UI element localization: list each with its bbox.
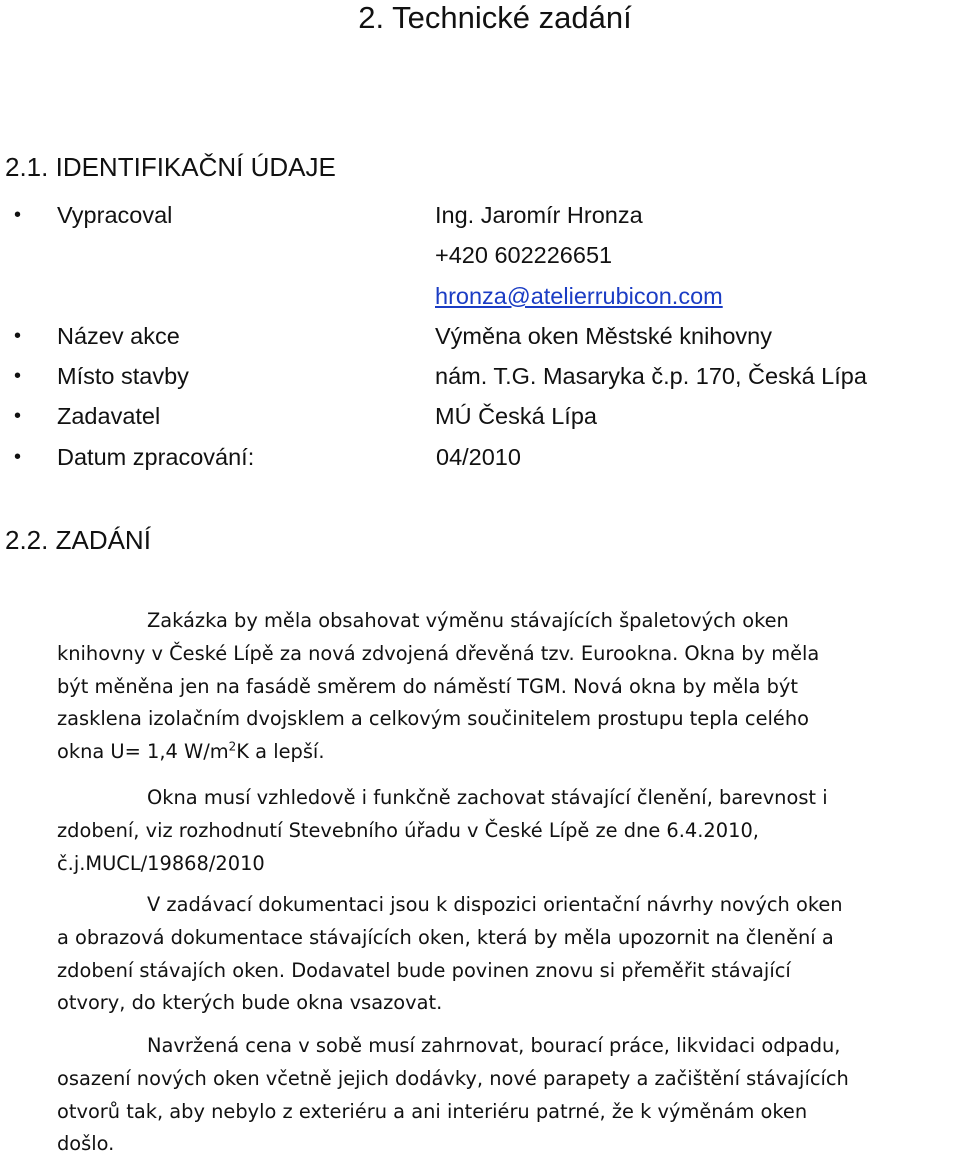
id-row-phone: [0, 239, 960, 271]
id-value: nám. T.G. Masaryka č.p. 170, Česká Lípa: [435, 363, 867, 389]
id-label: Datum zpracování:: [57, 444, 255, 470]
bullet-icon: •: [14, 365, 22, 387]
text-line: otvorů tak, aby nebylo z exteriéru a ani interiéru patrné, že k výměnám oken: [57, 1099, 808, 1123]
text-line: osazení nových oken včetně jejich dodávky, nové parapety a začištění stávajících: [57, 1066, 849, 1090]
bullet-icon: •: [14, 446, 22, 468]
id-row-location: [0, 360, 960, 392]
text-line: a obrazová dokumentace stávajících oken, která by měla upozornit na členění a: [57, 925, 834, 949]
id-value: MÚ Česká Lípa: [435, 403, 597, 429]
email-link[interactable]: hronza@atelierrubicon.com: [435, 283, 723, 309]
text-line: Zakázka by měla obsahovat výměnu stávajících špaletových oken: [147, 609, 789, 632]
id-row-client: [0, 400, 960, 432]
bullet-icon: •: [14, 204, 22, 226]
text-line: Navržená cena v sobě musí zahrnovat, bourací práce, likvidaci odpadu,: [147, 1034, 841, 1057]
id-value: 04/2010: [436, 444, 521, 470]
id-label: Zadavatel: [57, 403, 161, 429]
assignment-paragraph-3: [57, 889, 960, 1020]
page-title: 2. Technické zadání: [358, 0, 632, 35]
id-label: Vypracoval: [57, 202, 173, 228]
text-fragment: K a lepší.: [236, 740, 325, 764]
text-line: V zadávací dokumentaci jsou k dispozici orientační návrhy nových oken: [147, 893, 843, 916]
id-value-phone: +420 602226651: [435, 242, 613, 268]
id-label: Název akce: [57, 323, 180, 349]
bullet-icon: •: [14, 325, 22, 347]
text-line: knihovny v České Lípě za nová zdvojená dřevěná tzv. Eurookna. Okna by měla: [57, 641, 820, 665]
text-line: č.j.MUCL/19868/2010: [57, 851, 265, 875]
id-row-date: [0, 441, 960, 473]
id-label: Místo stavby: [57, 363, 189, 389]
text-line: být měněna jen na fasádě směrem do náměstí TGM. Nová okna by měla být: [57, 674, 798, 698]
assignment-paragraph-4: [57, 1030, 960, 1161]
assignment-paragraph-2: [57, 782, 960, 880]
id-value: Výměna oken Městské knihovny: [435, 323, 772, 349]
text-fragment: okna U= 1,4 W/m: [57, 740, 229, 764]
superscript: 2: [228, 739, 237, 754]
section-heading-identification: 2.1. IDENTIFIKAČNÍ ÚDAJE: [5, 152, 336, 182]
text-line: došlo.: [57, 1132, 115, 1156]
text-line: [57, 736, 960, 769]
text-line: Okna musí vzhledově i funkčně zachovat stávající členění, barevnost i: [147, 786, 828, 809]
assignment-paragraph-1: [57, 605, 960, 769]
id-row-email: [0, 280, 960, 312]
text-line: zdobení, viz rozhodnutí Stevebního úřadu v České Lípě ze dne 6.4.2010,: [57, 818, 759, 842]
text-line: otvory, do kterých bude okna vsazovat.: [57, 991, 443, 1015]
bullet-icon: •: [14, 405, 22, 427]
text-line: zasklena izolačním dvojsklem a celkovým součinitelem prostupu tepla celého: [57, 707, 809, 731]
section-heading-assignment: 2.2. ZADÁNÍ: [5, 525, 151, 555]
id-value: Ing. Jaromír Hronza: [435, 202, 643, 228]
id-row-project: [0, 320, 960, 352]
id-row-author: [0, 199, 960, 231]
text-line: zdobení stávajích oken. Dodavatel bude povinen znovu si přeměřit stávající: [57, 958, 791, 982]
